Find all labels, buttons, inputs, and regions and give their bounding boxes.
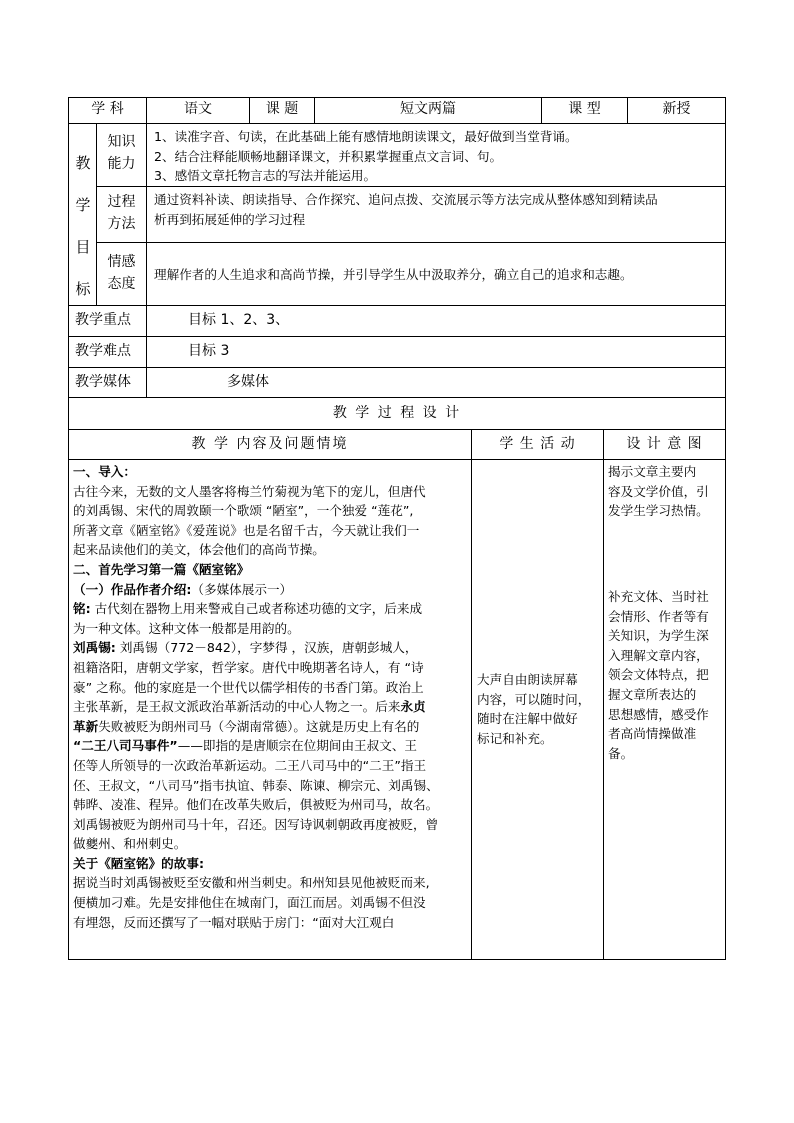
subject-label: 学 科 [91,101,124,117]
intent-line: 备。 [608,745,634,761]
ming-text: 古代刻在器物上用来警戒自己或者称述功德的文字，后来成 [90,601,423,617]
intro-line: 所著文章《陋室铭》《爱莲说》也是名留千古，今天就让我们一 [73,522,420,538]
intent-line: 容及文学价值，引 [608,483,709,499]
intent-line: 入理解文章内容， [608,647,709,663]
section-title: 教 学 过 程 设 计 [332,405,462,421]
side-char: 目 [75,238,91,256]
intent-column-header: 设 计 意 图 [626,436,703,452]
event-line: 刘禹锡被贬为朗州司马十年，召还。因写诗讽刺朝政再度被贬，曾 [73,816,439,832]
story-line: 据说当时刘禹锡被贬至安徽和州当刺史。和州知县见他被贬而来, [73,875,430,891]
knowledge-label-line1: 知识 [107,134,136,150]
knowledge-item: 1、读准字音、句读，在此基础上能有感情地朗读课文，最好做到当堂背诵。 [154,129,578,144]
reform-text: 失败被贬为朗州司马（今湖南常德）。这就是历史上有名的 [98,718,420,734]
type-label: 课 型 [568,101,601,117]
activity-body [477,670,590,748]
activity-line: 标记和补充。 [477,730,553,746]
topic-label: 课 题 [265,101,299,117]
event-term: “二王八司马事件” [73,738,178,754]
side-char: 教 [75,154,91,172]
topic-value: 短文两篇 [400,101,456,117]
intent-line: 发学生学习热情。 [608,503,709,519]
reform-term: 革新 [73,718,99,734]
author-text: 刘禹锡（772－842），字梦得 ，汉族，唐朝彭城人， [115,640,418,656]
story-heading: 关于《陋室铭》的故事: [73,855,204,871]
activity-column-header: 学 生 活 动 [499,436,576,452]
intro-line: 起来品读他们的美文，体会他们的高尚节操。 [73,542,325,558]
intro-heading: 一、导入： [73,464,136,479]
side-char: 标 [75,280,91,298]
activity-line: 随时在注解中做好 [477,711,578,727]
knowledge-items [154,127,578,186]
intent-block-1 [608,462,709,521]
activity-line: 内容，可以随时问， [477,691,591,707]
event-line: 做夔州、和州刺史。 [73,836,187,852]
sub-heading-title: （一）作品作者介绍: [73,581,192,597]
focus-value: 目标 1、2、3、 [188,312,290,328]
process-label-line2: 方法 [107,216,136,232]
emotion-line: 理解作者的人生追求和高尚节操，并引导学生从中汲取养分，确立自己的追求和志趣。 [154,267,633,282]
study-heading: 二、首先学习第一篇《陋室铭》 [73,561,250,577]
intent-line: 领会文体特点，把 [608,667,709,683]
intent-line: 关知识，为学生深 [608,628,709,644]
difficulty-value: 目标 3 [188,343,230,359]
sub-heading [73,580,439,600]
author-line [73,697,439,717]
intro-line: 的刘禹锡、宋代的周敦颐一个歌颂 “陋室”，一个独爱 “莲花”, [73,503,414,519]
ming-term: 铭: [73,601,91,617]
focus-label: 教学重点 [75,312,131,328]
emotion-text [154,265,633,285]
author-text: 主张革新，是王叔文派政治革新活动的中心人物之一。后来 [73,699,401,715]
event-line: 韩晔、凌准、程异。他们在改革失败后，俱被贬为州司马，故名。 [73,797,439,813]
intent-line: 补充文体、当时社 [608,589,709,604]
activity-line: 大声自由朗读屏幕 [477,672,578,687]
process-label-line1: 过程 [107,194,136,210]
difficulty-label: 教学难点 [75,343,131,359]
author-line [73,638,439,658]
content-column-header: 教 学 内容及问题情境 [191,436,349,452]
author-line: 祖籍洛阳，唐朝文学家，哲学家。唐代中晚期著名诗人，有 “诗 [73,659,424,675]
process-line: 通过资料补读、朗读指导、合作探究、追问点拨、交流展示等方法完成从整体感知到精读品 [154,192,658,207]
intent-block-2 [608,587,709,763]
knowledge-label-line2: 能力 [107,156,136,172]
sub-heading-note: （多媒体展示一） [191,581,293,597]
media-value: 多媒体 [227,374,269,390]
intro-line: 古往今来，无数的文人墨客将梅兰竹菊视为笔下的宠儿，但唐代 [73,483,426,499]
author-line: 豪” 之称。他的家庭是一个世代以儒学相传的书香门第。政治上 [73,679,424,695]
intent-line: 思想感情，感受作 [608,706,709,722]
event-line [73,736,439,756]
intent-line: 揭示文章主要内 [608,464,697,479]
process-line: 析再到拓展延伸的学习过程 [154,211,306,227]
event-line: 伾、王叔文，“八司马”指韦执谊、韩泰、陈谏、柳宗元、刘禹锡、 [73,777,439,793]
intent-line: 会情形、作者等有 [608,608,709,624]
story-line: 便横加刁难。先是安排他住在城南门，面江而居。刘禹锡不但没 [73,895,426,911]
content-body [73,462,439,932]
knowledge-item: 3、感悟文章托物言志的写法并能运用。 [154,168,377,184]
emotion-label-line1: 情感 [107,254,136,270]
process-text [154,190,658,229]
media-label: 教学媒体 [75,374,131,390]
story-line: 有埋怨，反而还撰写了一幅对联贴于房门：“面对大江观白 [73,914,395,930]
side-char: 学 [75,196,91,214]
event-text: ——即指的是唐顺宗在位期间由王叔文、王 [177,738,417,754]
ming-line [73,599,439,619]
yongzhen-term: 永贞 [400,699,426,715]
emotion-label-line2: 态度 [107,276,136,292]
knowledge-item: 2、结合注释能顺畅地翻译课文，并积累掌握重点文言词、句。 [154,148,503,164]
reform-line [73,717,439,737]
subject-value: 语文 [184,101,212,117]
author-term: 刘禹锡: [73,640,116,656]
event-line: 伾等人所领导的一次政治革新运动。二王八司马中的“二王”指王 [73,757,427,773]
type-value: 新授 [662,101,691,117]
ming-line: 为一种文体。这种文体一般都是用韵的。 [73,620,300,636]
intent-line: 者高尚情操做准 [608,726,697,742]
intent-line: 握文章所表达的 [608,686,697,702]
